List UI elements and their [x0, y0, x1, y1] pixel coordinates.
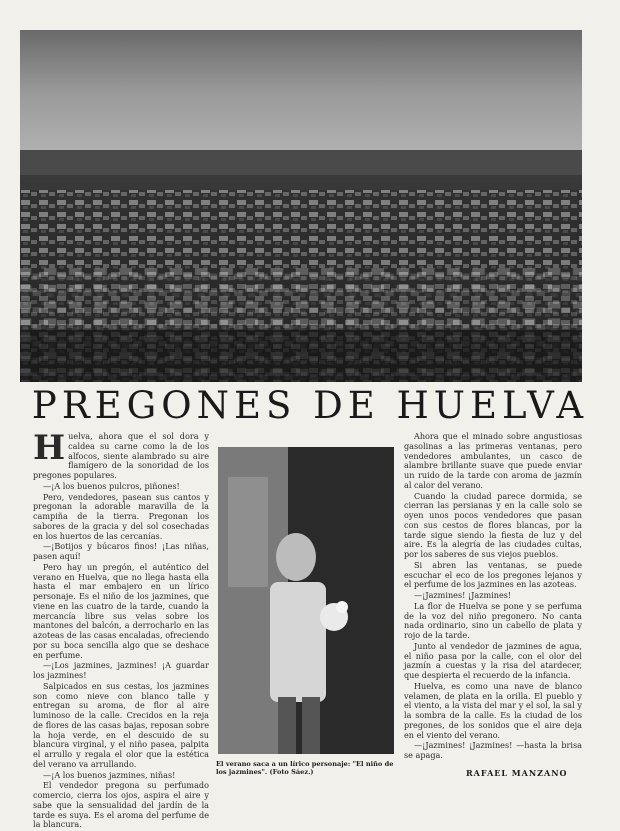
author-signature: RAFAEL MANZANO: [466, 768, 568, 778]
jasmine-boy-image: [218, 447, 394, 754]
left-paragraph: —¡A los buenos pulcros, piñones!: [43, 480, 180, 491]
article-title: PREGONES DE HUELVA: [31, 384, 589, 427]
left-paragraph: —¡Los jazmines, jazmines! ¡A guardar los jazmines!: [33, 660, 209, 680]
left-paragraph: Pero hay un pregón, el auténtico del verano en Huelva, que no llega hasta ella hasta el mar embajero en un lírico personaje. Es el niño de los jazmines, que viene en las cuatro de la tarde, cuando la mercancía libre sus velas sobre los mantones del balcón, a derrocharlo en las azoteas de las casas encaladas, ofreciendo por su boca sencilla algo que se deshace en perfume.: [33, 561, 209, 660]
left-paragraph: Pero, vendedores, pasean sus cantos y pregonan la adorable maravilla de la campiña de la tierra. Pregonan los sabores de la gracia y del sol cosechadas en los huertos de las cercanías.: [33, 491, 209, 541]
right-paragraph: —¡Jazmines! ¡Jazmines!: [414, 590, 512, 600]
left-column: [33, 428, 209, 831]
left-paragraph: Salpicados en sus cestas, los jazmines son como nieve con blanco talle y entregan su aroma, de flor al aire luminoso de la calle. Crecidos en la reja de flores de las casas bajas, reposan sobre la hoja verde, en el descuido de su blancura virginal, y el niño pasea, palpita el arrullo y regala el olor que la estética del verano va arrullando.: [33, 680, 209, 769]
city-panorama-photo: [20, 30, 582, 382]
left-paragraph: El vendedor pregona su perfumado comercio, cierra los ojos, aspira el aire y sabe que la sensualidad del jardín de la tarde es suya. Es el aroma del perfume de la blancura.: [33, 780, 209, 830]
right-paragraph: —¡Jazmines! ¡Jazmines! —hasta la brisa se apaga.: [404, 740, 582, 760]
right-paragraph: Junto al vendedor de jazmines de agua, el niño pasa por la calle, con el olor del jazmín a cuestas y la risa del atardecer, que despierta el recuerdo de la infancia.: [404, 640, 582, 680]
drop-cap: H: [33, 428, 66, 468]
left-paragraph: —¡Botijos y búcaros finos! ¡Las niñas, pasen aquí!: [33, 541, 209, 561]
right-paragraph: Huelva, es como una nave de blanco velamen, de plata en la orilla. El pueblo y el viento, a la vista del mar y el sol, la sal y la sombra de la calle. Es la ciudad de los pregones, de los sonidos que el aire deja en el viento del verano.: [404, 680, 582, 740]
photo-caption: El verano saca a un lírico personaje: "El niño de los jazmines". (Foto Sáez.): [216, 760, 394, 776]
right-paragraph: Si abren las ventanas, se puede escuchar el eco de los pregones lejanos y el perfume de los jazmines en las azoteas.: [404, 559, 582, 590]
left-paragraph: —¡A los buenos jazmines, niñas!: [43, 769, 176, 780]
right-column: [404, 432, 582, 762]
right-paragraph: La flor de Huelva se pone y se perfuma de la voz del niño pregonero. No canta nada ordinario, sino un cabello de plata y rojo de la tarde.: [404, 600, 582, 640]
left-paragraph: Huelva, ahora que el sol dora y caldea su carne como la de los alfocos, siente alambrado su aire flamígero de la sonoridad de los pregones populares.: [33, 428, 209, 480]
right-paragraph: Cuando la ciudad parece dormida, se cierran las persianas y en la calle solo se oyen unos pocos vendedores que pasan con sus cestos de flores blancas, por la tarde sigue siendo la fiesta de luz y del aire. Es la alegría de las ciudades cultas, por los saberes de sus viejos pueblos.: [404, 490, 582, 559]
right-paragraph: Ahora que el minado sobre angustiosas gasolinas a las primeras ventanas, pero vendedores ambulantes, un casco de alambre brillante suave que puede enviar un ruido de la tarde con aroma de jazmín al calor del verano.: [404, 431, 582, 490]
jasmine-boy-photo: [218, 447, 394, 754]
city-panorama-image: [20, 30, 582, 382]
